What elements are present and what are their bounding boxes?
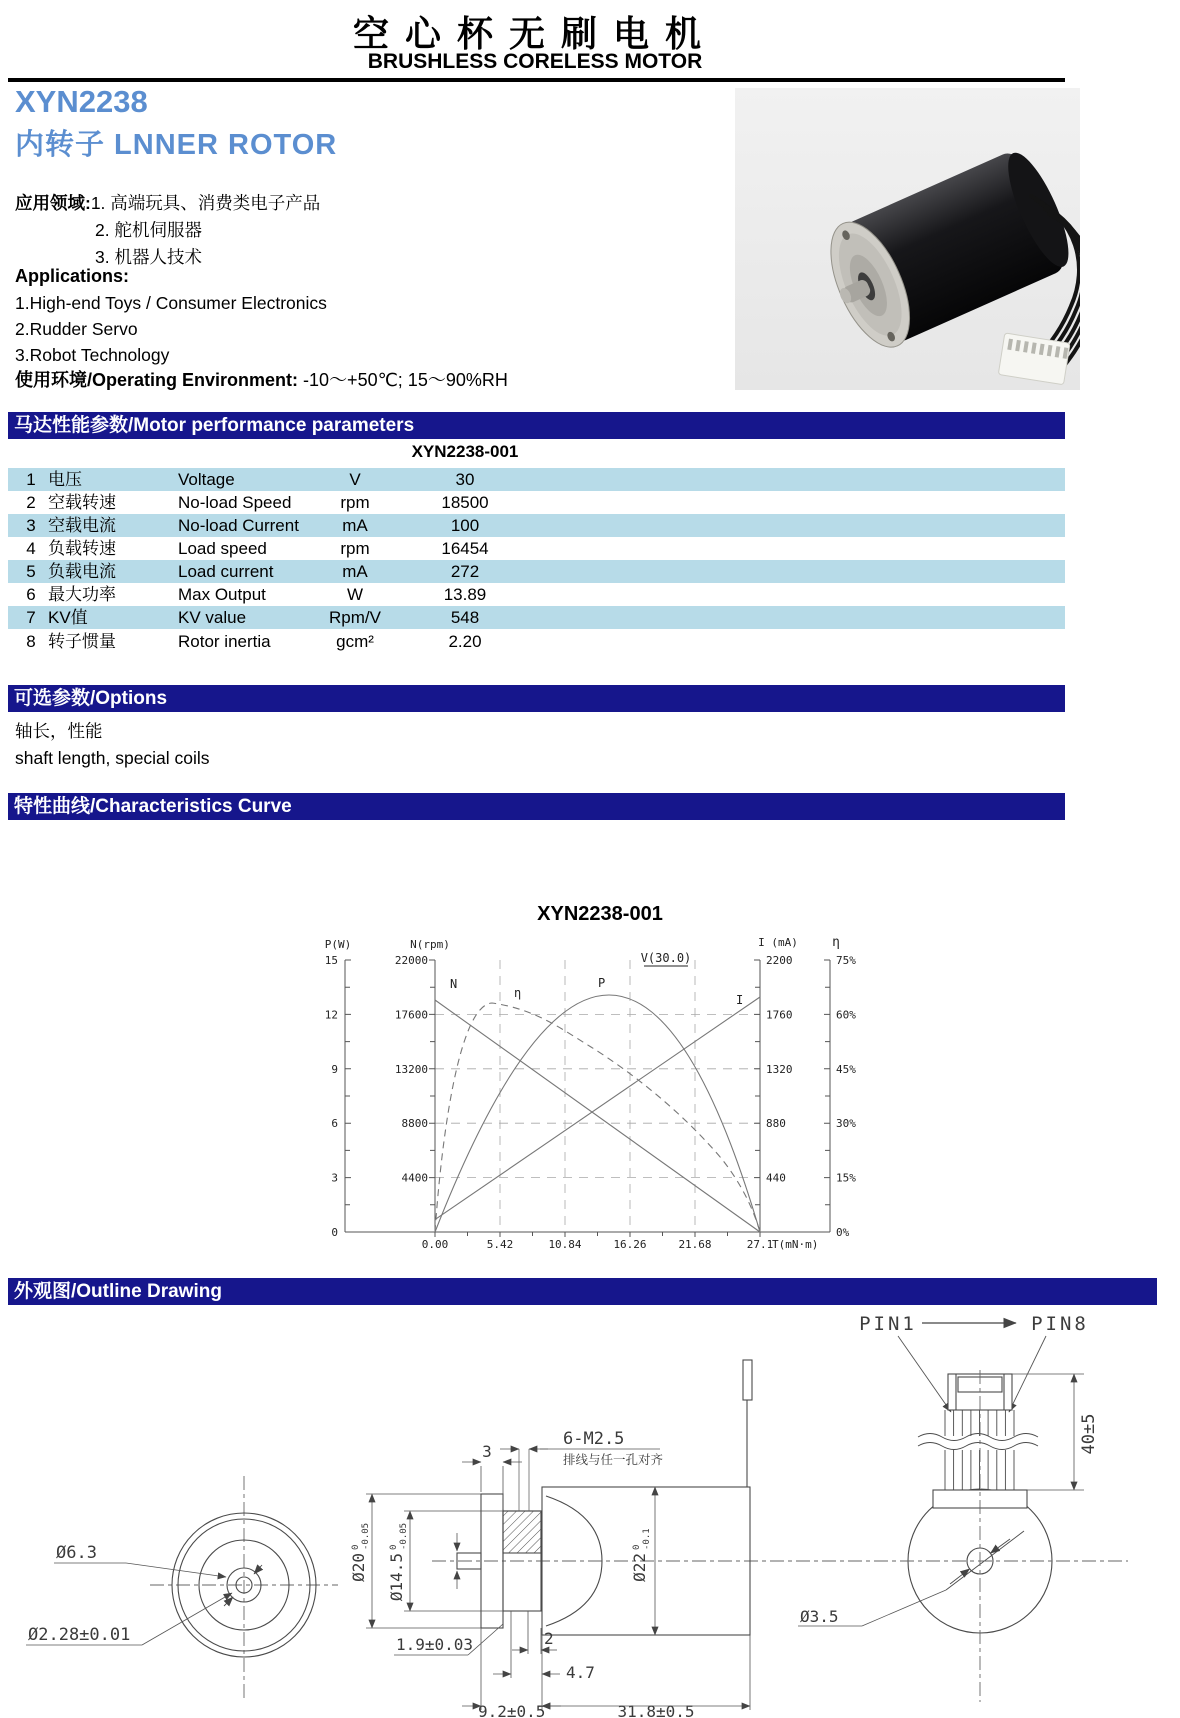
i-tick: 1320 (766, 1062, 793, 1076)
table-row: 3 空载电流 No-load Current mA 100 (8, 514, 1065, 537)
eta-tick: 75% (836, 954, 856, 967)
options-text-cn: 轴长，性能 (15, 721, 103, 741)
table-row: 7 KV值 KV value Rpm/V 548 (8, 606, 1065, 629)
eta-tick: 30% (836, 1117, 856, 1131)
dim-d145: Ø14.5 (387, 1553, 406, 1602)
characteristics-chart (300, 935, 860, 1270)
x-tick: 16.26 (613, 1238, 647, 1251)
front-view-dims (26, 1543, 232, 1645)
applications-en (15, 290, 327, 368)
eta-tick: 0% (836, 1226, 850, 1239)
applications-cn (15, 190, 320, 271)
chart-title: XYN2238-001 (537, 903, 663, 925)
curve-label-P: P (598, 976, 606, 990)
dim-screws: 6-M2.5 (563, 1429, 625, 1449)
operating-environment-label: 使用环境/Operating Environment: (15, 370, 299, 390)
p-tick: 3 (331, 1171, 338, 1185)
section-options-header: 可选参数/Options (8, 685, 1065, 712)
dim-d22-tol-bot: -0.1 (642, 1528, 652, 1550)
motor-photo-illustration (735, 88, 1080, 390)
curve-label-I: I (736, 993, 744, 1007)
options-text-en: shaft length, special coils (15, 748, 210, 768)
i-tick: 2200 (766, 954, 793, 967)
table-row: 5 负载电流 Load current mA 272 (8, 560, 1065, 583)
table-row: 4 负载转速 Load speed rpm 16454 (26, 539, 489, 558)
dim-outer: Ø6.3 (56, 1543, 97, 1563)
dim-shaft-rear: Ø3.5 (800, 1607, 839, 1626)
model-number: XYN2238 (15, 84, 148, 119)
x-tick: 0.00 (421, 1238, 449, 1251)
chart-voltage-label: V(30.0) (640, 951, 692, 965)
chart-axes (345, 960, 830, 1237)
header-rule (8, 78, 1065, 82)
eta-tick: 60% (836, 1008, 856, 1022)
p-tick: 6 (331, 1117, 338, 1131)
n-tick: 22000 (394, 954, 428, 967)
rotor-type: 内转子 LNNER ROTOR (15, 129, 338, 161)
dim-d145-tol-top: 0 (389, 1544, 399, 1550)
dim-screws-note: 排线与任一孔对齐 (563, 1452, 664, 1467)
variant-label: XYN2238-001 (411, 442, 519, 461)
dim-shaft: Ø2.28±0.01 (28, 1625, 131, 1645)
x-tick: 21.68 (678, 1238, 712, 1251)
dim-d145-tol-bot: -0.05 (399, 1522, 409, 1550)
break-line (918, 1443, 1038, 1450)
chart-curves (435, 995, 760, 1232)
n-tick: 17600 (394, 1008, 428, 1022)
page-title-en: BRUSHLESS CORELESS MOTOR (367, 50, 703, 73)
break-line (918, 1434, 1038, 1441)
page-title-cn: 空心杯无刷电机 (352, 13, 717, 54)
applications-cn-line1: 应用领域:1. 高端玩具、消费类电子产品 (15, 193, 321, 213)
side-view (457, 1360, 752, 1635)
pin1-label: PIN1 (859, 1313, 917, 1335)
x-tick: 27.1 (746, 1238, 774, 1251)
dim-plate: 3 (482, 1442, 492, 1461)
x-axis-title: T(mN·m) (772, 1238, 819, 1251)
p-tick: 12 (324, 1008, 338, 1022)
options-text (15, 718, 210, 772)
curve-I (435, 997, 760, 1220)
section-curve-header: 特性曲线/Characteristics Curve (8, 793, 1065, 820)
p-tick: 9 (331, 1062, 338, 1076)
pin8-label: PIN8 (1031, 1313, 1089, 1335)
chart-grid (435, 960, 760, 1232)
axis-title-N: N(rpm) (410, 938, 450, 951)
table-row: 8 转子惯量 Rotor inertia gcm² 2.20 (26, 632, 482, 651)
applications-en-line2: 2.Rudder Servo (15, 319, 138, 339)
operating-environment-value: -10～+50℃; 15～90%RH (303, 370, 508, 390)
applications-en-line3: 3.Robot Technology (15, 345, 170, 365)
section-outline-header: 外观图/Outline Drawing (8, 1278, 1157, 1305)
curve-N (435, 1000, 760, 1232)
applications-cn-line2: 2. 舵机伺服器 (95, 220, 202, 240)
dim-2: 2 (544, 1629, 554, 1648)
axis-title-P: P(W) (324, 938, 352, 951)
p-tick: 0 (331, 1226, 338, 1239)
table-row: 6 最大功率 Max Output W 13.89 (26, 585, 487, 604)
n-tick: 8800 (401, 1117, 428, 1131)
n-tick: 4400 (401, 1171, 428, 1185)
ribbon-wires (945, 1410, 1014, 1490)
pin1-leader (898, 1336, 951, 1412)
dim-47: 4.7 (566, 1663, 595, 1682)
applications-cn-label: 应用领域: (15, 193, 91, 213)
axis-title-eta: η (832, 935, 840, 950)
n-tick: 13200 (394, 1062, 428, 1076)
performance-table (8, 468, 1065, 655)
dim-92: 9.2±0.5 (478, 1702, 546, 1718)
applications-en-label: Applications: (15, 266, 130, 286)
operating-environment (15, 366, 508, 392)
table-row: 1 电压 Voltage V 30 (8, 468, 1065, 491)
x-tick: 10.84 (548, 1238, 582, 1251)
x-tick: 5.42 (486, 1238, 514, 1251)
applications-en-line1: 1.High-end Toys / Consumer Electronics (15, 293, 327, 313)
dim-d22: Ø22 (630, 1553, 649, 1582)
dim-d20: Ø20 (349, 1553, 368, 1582)
product-photo (735, 88, 1080, 390)
side-view-dims (349, 1429, 750, 1718)
dim-d20-tol-bot: -0.05 (361, 1522, 371, 1550)
eta-tick: 15% (836, 1171, 856, 1185)
i-tick: 880 (766, 1117, 786, 1131)
p-tick: 15 (324, 954, 338, 967)
section-performance-header: 马达性能参数/Motor performance parameters (8, 412, 1065, 439)
outline-drawing (0, 1306, 1180, 1718)
table-row: 2 空载转速 No-load Speed rpm 18500 (26, 493, 489, 512)
dim-19: 1.9±0.03 (396, 1635, 474, 1654)
curve-label-eta: η (514, 986, 522, 1000)
eta-tick: 45% (836, 1062, 856, 1076)
dim-40: 40±5 (1079, 1413, 1099, 1455)
i-tick: 1760 (766, 1008, 793, 1022)
i-tick: 440 (766, 1171, 786, 1185)
curve-label-N: N (450, 977, 458, 991)
applications-cn-line3: 3. 机器人技术 (95, 247, 202, 267)
dim-318: 31.8±0.5 (617, 1702, 695, 1718)
axis-title-I: I (mA) (758, 936, 798, 949)
dim-d20-tol-top: 0 (351, 1544, 361, 1550)
dim-d22-tol-top: 0 (632, 1544, 642, 1550)
